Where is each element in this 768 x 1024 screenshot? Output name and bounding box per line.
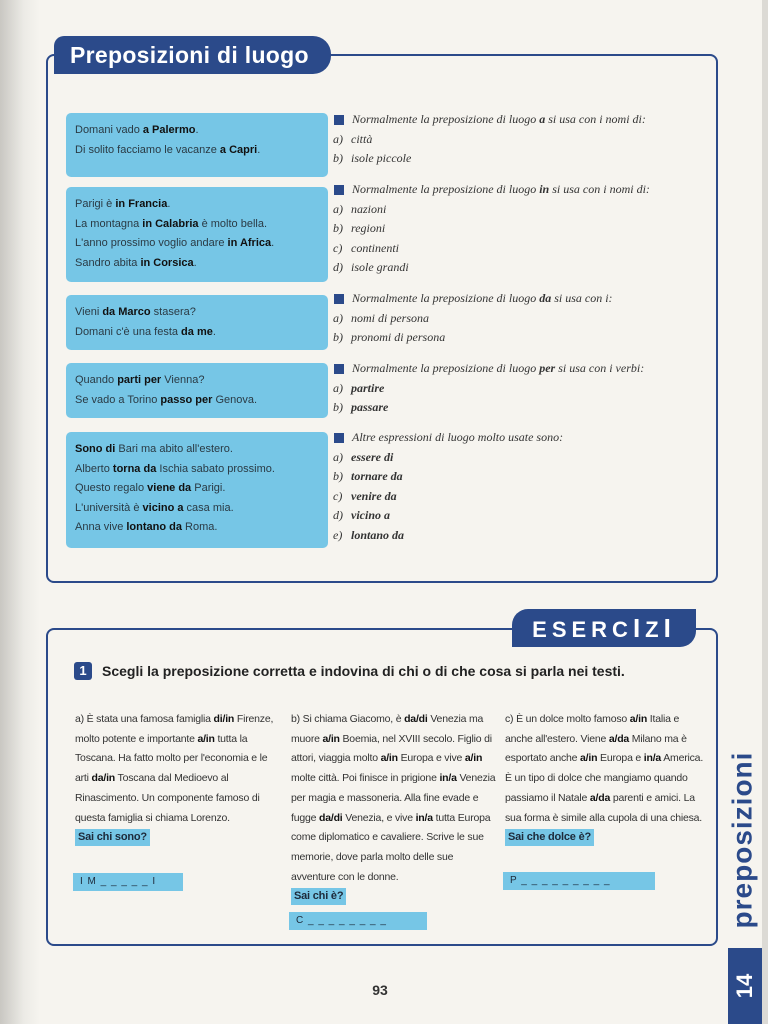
example-sentence: La montagna in Calabria è molto bella.	[75, 217, 268, 230]
item-text: isole piccole	[351, 151, 412, 166]
rule-item	[333, 309, 713, 329]
example-box-per	[66, 363, 328, 418]
item-letter: b)	[333, 330, 343, 345]
text-column-a	[75, 710, 280, 848]
example-sentence: Di solito facciamo le vacanze a Capri.	[75, 143, 261, 156]
rule-item	[333, 149, 713, 169]
item-letter: a)	[333, 201, 343, 216]
chapter-number-tab: 14	[728, 948, 762, 1024]
rule-item	[333, 200, 713, 220]
example-sentence: Sono di Bari ma abito all'estero.	[75, 443, 233, 455]
rule-item	[333, 219, 713, 239]
question-label: Sai chi è?	[291, 888, 346, 905]
rule-item	[333, 526, 713, 546]
example-box-in	[66, 187, 328, 282]
rule-other	[333, 428, 713, 546]
exercise-text: b) Si chiama Giacomo, è da/di Venezia ma muore a/in Boemia, nel XVIII secolo. Figlio di attori, viaggia molto a/in Europa e vive a/in molte città. Poi finisce in prigione in/a Venezia per magia e massoneria. Alla fine evade e fugge da/di Venezia, e vive in/a tutta Europa come diplomatico e cavaliere. Scrive le sue memorie, dove parla molto delle sue avventure con le donne.	[291, 713, 496, 883]
exercise-text: c) È un dolce molto famoso a/in Italia e anche all'estero. Viene a/da Milano ma è esportato anche a/in Europa e in/a America. È un tipo di dolce che mangiamo quando passiamo il Natale a/da parenti e amici. La sua forma è simile alla cupola di una chiesa.	[505, 713, 704, 824]
example-sentence: Quando parti per Vienna?	[75, 374, 205, 386]
item-letter: b)	[333, 221, 343, 236]
rule-in	[333, 180, 713, 278]
binding-shadow	[0, 0, 40, 1024]
chapter-side-label: preposizioni	[726, 751, 757, 929]
page-edge	[762, 0, 768, 1024]
item-letter: d)	[333, 508, 343, 523]
square-bullet-icon	[334, 364, 344, 374]
item-letter: d)	[333, 260, 343, 275]
example-sentence: Parigi è in Francia.	[75, 198, 171, 210]
item-text: passare	[351, 400, 389, 415]
rule-da	[333, 289, 713, 348]
item-letter: b)	[333, 400, 343, 415]
example-sentence: Vieni da Marco stasera?	[75, 306, 196, 318]
item-text: continenti	[351, 240, 399, 255]
example-box-other	[66, 432, 328, 548]
answer-field-b[interactable]: C _ _ _ _ _ _ _ _	[289, 912, 427, 930]
example-box-a	[66, 113, 328, 177]
exercises-banner: ESERCIZI	[512, 609, 696, 647]
rule-item	[333, 487, 713, 507]
item-text: regioni	[351, 221, 386, 236]
example-sentence: Anna vive lontano da Roma.	[75, 521, 218, 533]
item-letter: b)	[333, 469, 343, 484]
item-letter: e)	[333, 527, 343, 542]
item-text: partire	[351, 380, 385, 395]
square-bullet-icon	[334, 294, 344, 304]
item-letter: c)	[333, 240, 343, 255]
rule-item	[333, 328, 713, 348]
exercise-instruction	[74, 662, 625, 680]
example-sentence: L'università è vicino a casa mia.	[75, 501, 234, 514]
text-column-b	[291, 710, 496, 907]
instruction-text: Scegli la preposizione corretta e indovina di chi o di che cosa si parla nei testi.	[102, 663, 625, 679]
square-bullet-icon	[334, 433, 344, 443]
question-label: Sai che dolce è?	[505, 829, 594, 846]
rule-a	[333, 110, 713, 169]
question-label: Sai chi sono?	[75, 829, 150, 846]
item-text: tornare da	[351, 469, 403, 484]
answer-field-a[interactable]: I M _ _ _ _ _ I	[73, 873, 183, 891]
square-bullet-icon	[334, 185, 344, 195]
rule-item	[333, 239, 713, 259]
item-letter: a)	[333, 310, 343, 325]
item-text: lontano da	[351, 527, 405, 542]
exercise-text: a) È stata una famosa famiglia di/in Firenze, molto potente e importante a/in tutta la Toscana. Ha fatto molto per l'economia e le arti da/in Toscana dal Medioevo al Rinascimento. Un componente famoso di questa famiglia si chiama Lorenzo.	[75, 713, 274, 824]
item-text: città	[351, 131, 373, 146]
rule-item	[333, 379, 713, 399]
rule-item	[333, 130, 713, 150]
example-sentence: L'anno prossimo voglio andare in Africa.	[75, 237, 275, 249]
item-letter: a)	[333, 380, 343, 395]
rule-heading: Normalmente la preposizione di luogo in si usa con i nomi di:	[333, 180, 713, 200]
answer-field-c[interactable]: P _ _ _ _ _ _ _ _ _	[503, 872, 655, 890]
rule-heading: Altre espressioni di luogo molto usate sono:	[333, 428, 713, 448]
rule-item	[333, 398, 713, 418]
text-column-c	[505, 710, 705, 848]
rule-item	[333, 258, 713, 278]
section-title: Preposizioni di luogo	[54, 36, 331, 74]
example-box-da	[66, 295, 328, 350]
exercise-number: 1	[74, 662, 92, 680]
example-sentence: Domani vado a Palermo.	[75, 124, 199, 136]
rule-item	[333, 448, 713, 468]
square-bullet-icon	[334, 115, 344, 125]
item-text: vicino a	[351, 508, 390, 523]
item-letter: b)	[333, 151, 343, 166]
item-text: nazioni	[351, 201, 387, 216]
item-text: venire da	[351, 488, 397, 503]
item-letter: c)	[333, 488, 343, 503]
rule-heading: Normalmente la preposizione di luogo per si usa con i verbi:	[333, 359, 713, 379]
rule-per	[333, 359, 713, 418]
item-letter: a)	[333, 131, 343, 146]
item-text: essere di	[351, 449, 394, 464]
rule-item	[333, 467, 713, 487]
example-sentence: Alberto torna da Ischia sabato prossimo.	[75, 462, 275, 475]
item-letter: a)	[333, 449, 343, 464]
rule-item	[333, 506, 713, 526]
item-text: isole grandi	[351, 260, 409, 275]
example-sentence: Questo regalo viene da Parigi.	[75, 482, 226, 494]
example-sentence: Domani c'è una festa da me.	[75, 325, 216, 338]
item-text: pronomi di persona	[351, 330, 446, 345]
example-sentence: Sandro abita in Corsica.	[75, 256, 197, 269]
rule-heading: Normalmente la preposizione di luogo da si usa con i:	[333, 289, 713, 309]
example-sentence: Se vado a Torino passo per Genova.	[75, 393, 258, 406]
item-text: nomi di persona	[351, 310, 429, 325]
rule-heading: Normalmente la preposizione di luogo a si usa con i nomi di:	[333, 110, 713, 130]
page-number: 93	[372, 982, 388, 998]
